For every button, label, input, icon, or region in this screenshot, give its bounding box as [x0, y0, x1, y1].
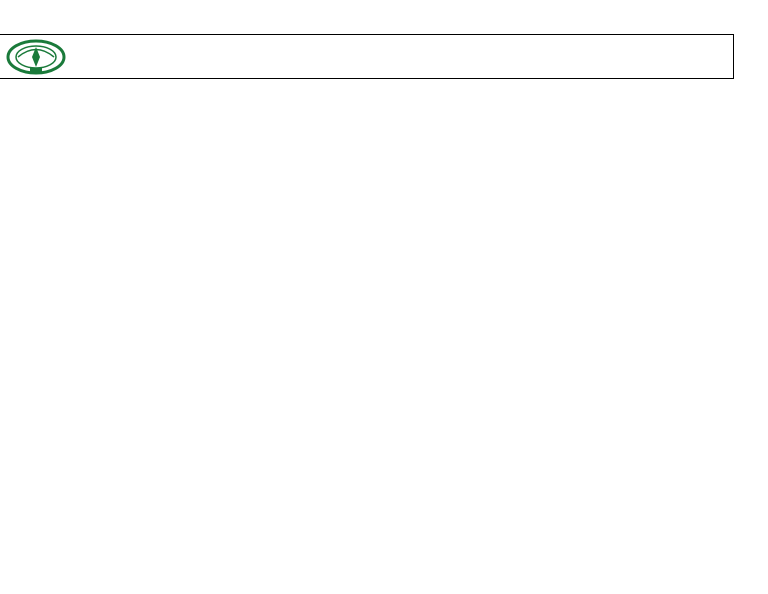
stop-time-header [34, 88, 67, 118]
kw-header [361, 88, 390, 118]
r-header [270, 108, 300, 118]
b-check-due-on-label [419, 463, 455, 481]
oil-press-header [478, 95, 501, 118]
diesel-closing-balance-label [300, 463, 361, 481]
total-run-hours-header [67, 88, 149, 118]
ry-header [179, 108, 209, 118]
water-temp-header [455, 95, 478, 118]
a-check-points-header [673, 88, 733, 118]
br-header [240, 108, 270, 118]
pf-header [419, 88, 437, 118]
diesel-in-tank-header [645, 88, 673, 118]
b-check-done-on-label [361, 463, 419, 481]
kva-header [390, 88, 419, 118]
diesel-added-footer-label [240, 463, 300, 481]
cumulative-hrs-header [149, 88, 179, 118]
yb-header [209, 108, 240, 118]
electrical-parameter-header [179, 87, 361, 95]
b-header [331, 108, 361, 118]
y-header [300, 108, 331, 118]
amps-header [270, 95, 361, 108]
voltage-header [179, 95, 270, 108]
diesel-added-header [617, 88, 645, 118]
kwh-reading-header [501, 95, 555, 118]
diesel-opening-balance-label [179, 463, 240, 481]
hz-header [437, 88, 455, 118]
engine-parameter-header [455, 87, 617, 95]
start-time-header [0, 88, 34, 118]
kvah-reading-header [555, 95, 617, 118]
